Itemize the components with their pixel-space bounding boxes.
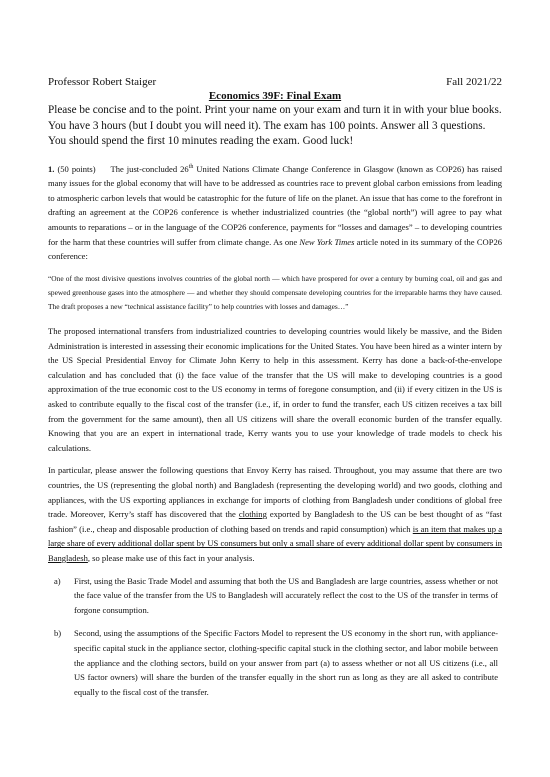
part-text: Second, using the assumptions of the Specific Factors Model to represent the US economy in the short run, with appliance-specific capital stuck in the appliance sector, clothing-specific capital stuck in the clothing sector, and labor mobile between the appliance and the clothing sectors, build on your answer from part (a) to assess whether or not all US citizens (i.e., all US factor owners) will share the burden of the transfer equally in the short run as long as they are all asked to contribute equally to the fiscal cost of the transfer. [74,628,498,697]
superscript-th: th [188,163,194,170]
question-1-parts [48,574,502,700]
part-label: a) [54,575,61,586]
question-part-a [48,574,502,618]
q1-text-b: United Nations Climate Change Conference in Glasgow (known as COP26) has raised many issues for the global economy that will have to be addressed as countries race to prevent global carbon emissions from leading to atmospheric carbon levels that would be catastrophic for the future of life on the planet. An issue that has come to the forefront in drafting an agreement at the COP26 conference is whether industrialized countries (the “global north”) will agree to pay what amounts to reparations – or in the language of the COP26 conference, payments for “losses and damages” – to developing countries for the harm that these countries will suffer from climate change. As one [48,163,502,247]
exam-header [48,76,502,89]
nyt-title: New York Times [299,236,355,247]
question-number: 1. [48,163,55,174]
q1-text-c: article noted in its summary of the COP26 conference: [48,236,502,262]
part-text: First, using the Basic Trade Model and assuming that both the US and Bangladesh are large countries, assess whether or not the face value of the transfer from the US to Bangladesh will accurately reflect the cost to the US of the transfer in terms of forgone consumption. [74,575,498,615]
nyt-quote: “One of the most divisive questions involves countries of the global north — which have prospered for over a century by burning coal, oil and gas and spewed greenhouse gases into the atmosphere — and whether they should compensate developing countries for the irreparable harms they have caused. The draft proposes a new “technical assistance facility” to help countries with losses and damages…” [48,273,502,311]
exam-page [48,76,502,699]
q1-text-a: The just-concluded 26 [110,163,189,174]
q1-p3-text-b: exported by Bangladesh to the US can be best thought of as “fast fashion” (i.e., cheap and disposable production of clothing based on trends and rapid consumption) which [48,509,502,534]
part-label: b) [54,628,62,639]
question-points: (50 points) [57,163,96,174]
q1-p3-text-a: In particular, please answer the following questions that Envoy Kerry has raised. Throughout, you may assume that there are two countries, the US (representing the global north) and Bangladesh (representing the developing world) and two goods, clothing and appliances, with the US exporting appliances in exchange for imports of clothing from Bangladesh under conditions of global free trade. Moreover, Kerry’s staff has discovered that the [48,465,502,520]
question-1-paragraph-3 [48,463,502,565]
question-1-intro [48,160,502,264]
exam-instructions: Please be concise and to the point. Print your name on your exam and turn it in with your blue books. You have 3 hours (but I doubt you will need it). The exam has 100 points. Answer all 3 questions. You should spend the first 10 minutes reading the exam. Good luck! [48,104,502,148]
spending-share-underlined: is an item that makes up a large share of every additional dollar spent by US consumers but only a small share of every additional dollar spent by consumers in Bangladesh [48,523,502,563]
question-1-paragraph-2: The proposed international transfers from industrialized countries to developing countries would likely be massive, and the Biden Administration is interested in assessing their economic implications for the United States. You have been hired as a winter intern by the US Special Presidential Envoy for Climate John Kerry to help in this assessment. Kerry has done a back-of-the-envelope calculation and has concluded that (i) the face value of the transfer that the US will make to developing countries is a good approximation of the true economic cost to the US economy in terms of foregone consumption, and (ii) if every citizen in the US is asked to contribute equally to the fiscal cost of the transfer (i.e., if, in order to fund the transfer, each US citizen receives a tax bill from the government for the same amount), then all US citizens will share the overall economic burden of the transfer equally. Knowing that you are an expert in international trade, Kerry wants you to use your knowledge of trade models to check his calculations. [48,326,502,453]
term-label: Fall 2021/22 [446,76,502,88]
professor-name: Professor Robert Staiger [48,76,157,88]
exam-title: Economics 39F: Final Exam [208,90,342,102]
clothing-underlined: clothing [238,509,267,520]
q1-p3-text-c: , so please make use of this fact in your analysis. [87,552,255,563]
question-part-b [48,626,502,699]
